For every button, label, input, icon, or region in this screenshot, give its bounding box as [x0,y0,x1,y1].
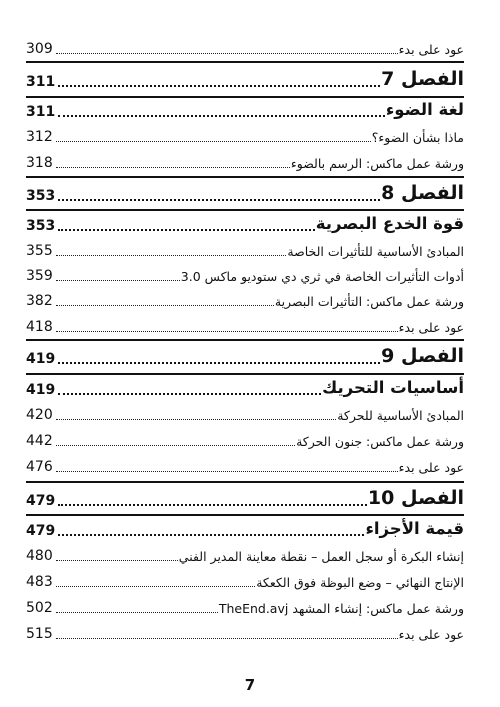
divider [26,61,464,63]
leader-dots [58,496,367,506]
page-number: 515 [26,626,53,642]
toc-entry [26,460,464,474]
section-title: قوة الخدع البصرية [315,214,464,233]
entry-title: المبادئ الأساسية للحركة [337,407,464,423]
toc-entry [26,244,464,258]
page-number: 353 [26,217,56,234]
page-number: 442 [26,433,53,449]
chapter-heading [26,70,464,89]
chapter-title: الفصل 7 [381,68,464,90]
leader-dots [58,354,380,364]
page-number: 353 [26,188,56,204]
toc-entry [26,575,464,589]
chapter-heading [26,347,464,366]
toc-entry [26,294,464,308]
entry-title: ورشة عمل ماكس: التأثيرات البصرية [274,293,464,309]
page-number: 382 [26,293,53,309]
entry-title: إنشاء البكرة أو سجل العمل – نقطة معاينة المدير الفني [178,548,464,564]
section-heading [26,216,464,233]
chapter-heading [26,184,464,203]
leader-dots [56,298,274,306]
entry-title: ماذا بشأن الضوء؟ [371,129,464,145]
divider [26,514,464,516]
page-number: 419 [26,381,56,398]
chapter-title: الفصل 10 [367,487,464,509]
divider [26,176,464,178]
page-number: 309 [26,41,53,57]
section-title: أساسيات التحريك [322,378,464,397]
entry-title: عود على بدء [398,626,464,642]
section-heading [26,380,464,397]
leader-dots [56,553,178,561]
entry-title: أدوات التأثيرات الخاصة في ثري دي ستوديو ماكس 3.0 [180,268,464,284]
entry-title: عود على بدء [398,41,464,57]
page-number: 419 [26,351,56,367]
toc-entry [26,601,464,615]
toc-entry [26,549,464,563]
page-number: 502 [26,600,53,616]
leader-dots [56,273,180,281]
toc-entry [26,156,464,170]
leader-dots [58,191,380,201]
section-title: قيمة الأجزاء [365,519,464,538]
entry-title: عود على بدء [398,319,464,335]
chapter-title: الفصل 9 [381,345,464,367]
leader-dots [56,324,398,332]
page-number: 420 [26,407,53,423]
section-heading [26,102,464,119]
page-number: 418 [26,319,53,335]
toc-entry [26,627,464,641]
page-number: 359 [26,268,53,284]
leader-dots [56,134,371,142]
leader-dots [58,526,364,536]
section-title: لغة الضوء [385,100,464,119]
entry-title: ورشة عمل ماكس: إنشاء المشهد TheEnd.avj [218,600,464,616]
entry-title: ورشة عمل ماكس: جنون الحركة [296,433,464,449]
entry-title: ورشة عمل ماكس: الرسم بالضوء [290,155,464,171]
leader-dots [56,412,336,420]
leader-dots [56,46,398,54]
divider [26,373,464,375]
leader-dots [58,385,321,395]
leader-dots [56,248,287,256]
leader-dots [56,631,398,639]
section-heading [26,521,464,538]
page-number: 479 [26,493,56,509]
entry-title: المبادئ الأساسية للتأثيرات الخاصة [287,243,464,259]
chapter-title: الفصل 8 [381,182,464,204]
page-number: 355 [26,243,53,259]
toc-entry [26,434,464,448]
page-number: 483 [26,574,53,590]
chapter-heading [26,489,464,508]
page-number: 311 [26,103,56,120]
page-number: 479 [26,522,56,539]
page-number: 476 [26,459,53,475]
leader-dots [58,221,315,231]
page-number: 480 [26,548,53,564]
leader-dots [56,438,295,446]
divider [26,481,464,483]
page-number: 318 [26,155,53,171]
toc-entry [26,130,464,144]
leader-dots [56,605,218,613]
toc-entry [26,269,464,283]
entry-title: عود على بدء [398,459,464,475]
page-number: 312 [26,129,53,145]
toc-entry [26,408,464,422]
leader-dots [58,77,380,87]
page-number: 311 [26,74,56,90]
toc-entry [26,42,464,56]
leader-dots [56,464,398,472]
divider [26,209,464,211]
entry-title: الإنتاج النهائي – وضع البوظة فوق الكعكة [256,574,464,590]
leader-dots [58,107,385,117]
leader-dots [56,160,290,168]
divider [26,339,464,341]
divider [26,96,464,98]
page-footer-number: 7 [244,676,256,694]
toc-entry [26,320,464,334]
leader-dots [56,579,256,587]
